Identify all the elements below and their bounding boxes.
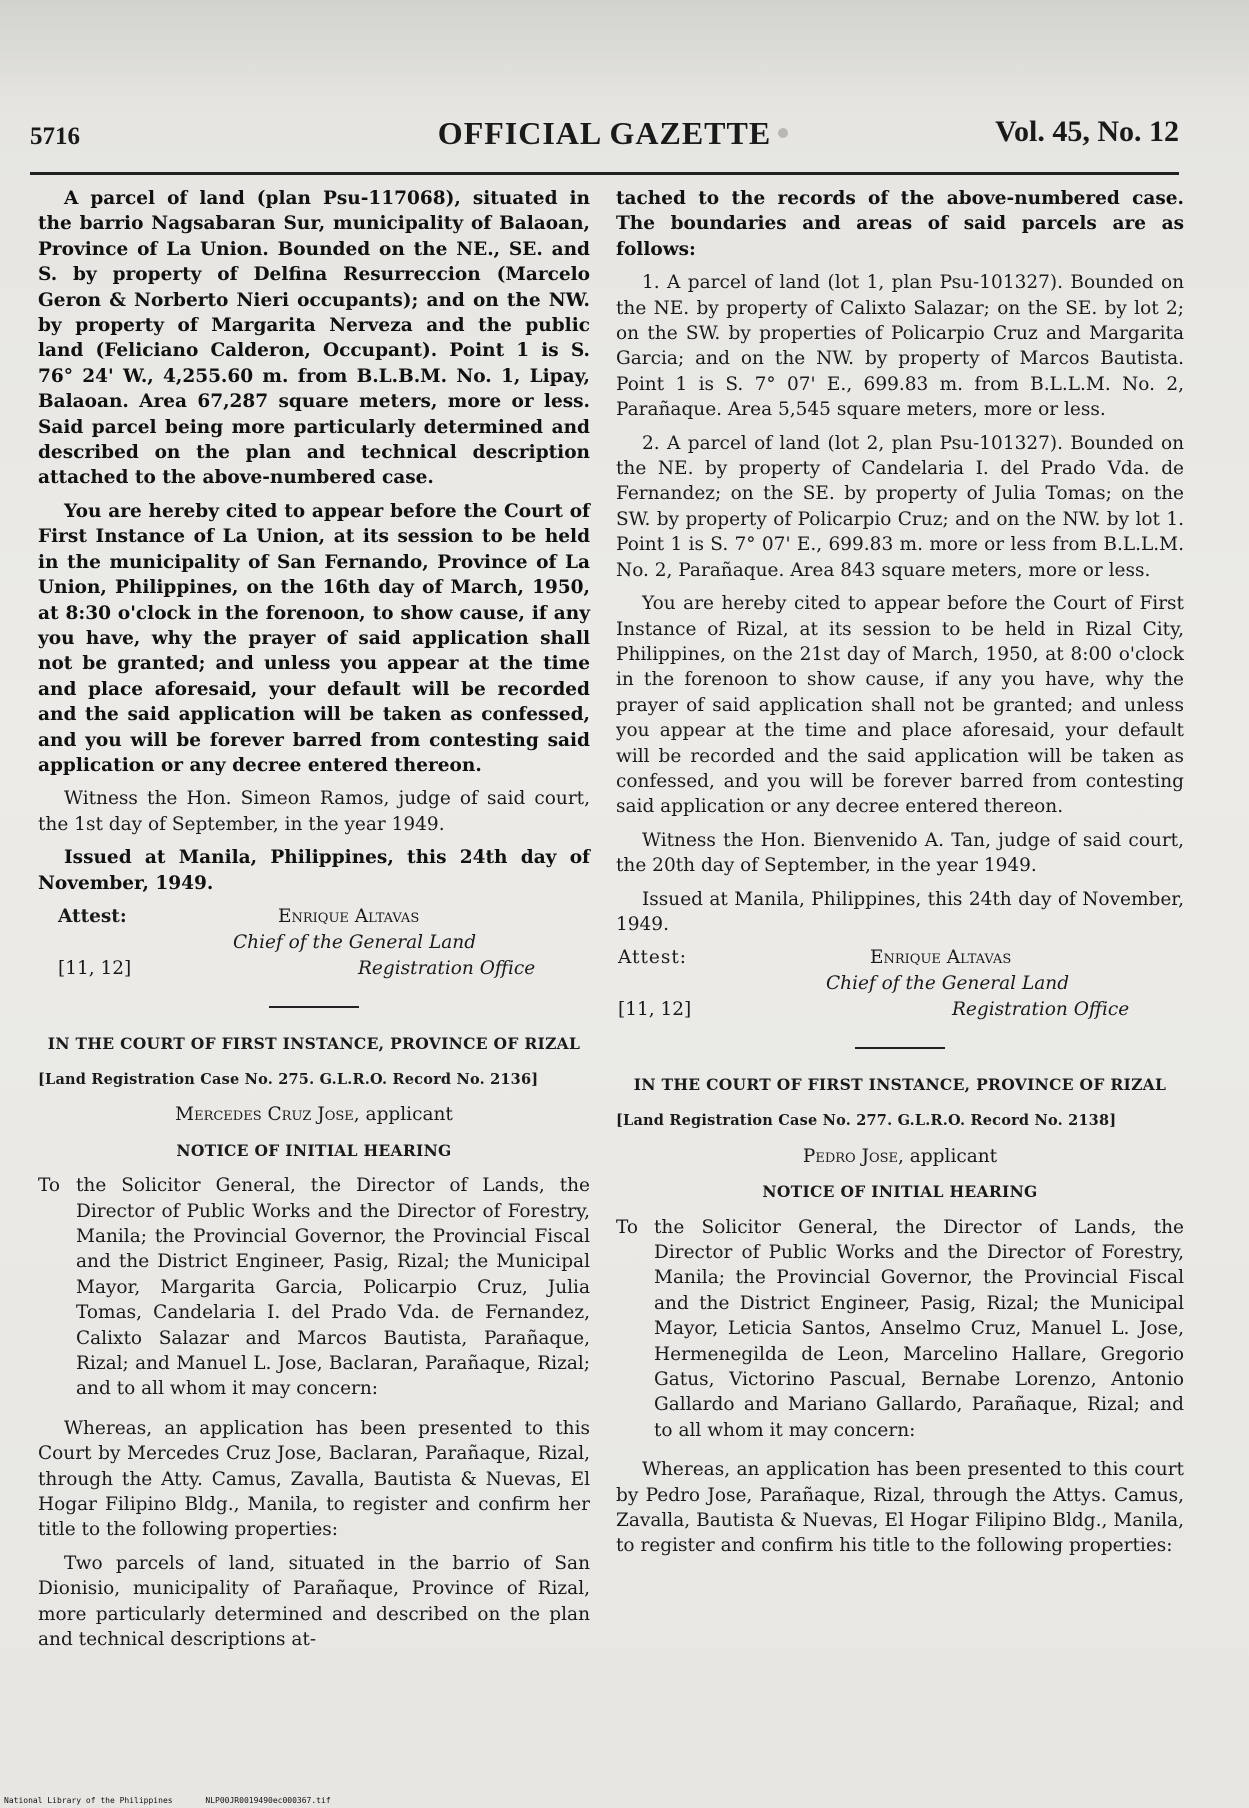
signatory-name: Enrique Altavas [870, 947, 1012, 969]
signatory-title-line2: Registration Office [358, 957, 536, 979]
applicant-suffix: , applicant [898, 1145, 998, 1167]
section-divider [269, 1006, 359, 1008]
page-header [30, 115, 1179, 175]
citation-paragraph: You are hereby cited to appear before the Court of First Instance of La Union, at its session to be held in the municipality of San Fernando, Province of La Union, Philippines, on the 16th day of March, 1950, at 8:30 o'clock in the forenoon, to show cause, if any you have, why the prayer of said application shall not be granted; and unless you appear at the time and place aforesaid, your default will be recorded and the said application will be taken as confessed, and you will be forever barred from contesting said application or any decree entered thereon. [38, 500, 590, 776]
citation-paragraph: You are hereby cited to appear before the Court of First Instance of Rizal, at its session to be held in Rizal City, Philippines, on the 21st day of March, 1950, at 8:00 o'clock in the forenoon to show cause, if any you have, why the prayer of said application shall not be granted; and unless you appear at the time and place aforesaid, your default will be recorded and the said application will be taken as confessed, and you will be forever barred from contesting said application or any decree entered thereon. [616, 593, 1184, 818]
addressees [38, 1173, 590, 1402]
right-column [616, 186, 1184, 1567]
issue-reference: [11, 12] [58, 957, 132, 979]
attest-label: Attest: [58, 905, 127, 927]
header-rule [30, 172, 1179, 175]
applicant-line [616, 1144, 1184, 1169]
signatory-title-line1: Chief of the General Land [233, 931, 477, 953]
notice-title: NOTICE OF INITIAL HEARING [762, 1182, 1038, 1202]
parcel-description: A parcel of land (plan Psu-117068), situated in the barrio Nagsabaran Sur, municipality of Balaoan, Province of La Union. Bounded on the NE., SE. and S. by property of Delfina Resurreccion (Marcelo Geron & Norberto Nieri occupants); and on the NW. by property of Margarita Nerveza and the public land (Feliciano Calderon, Occupant). Point 1 is S. 76° 24' W., 4,255.60 m. from B.L.B.M. No. 1, Lipay, Balaoan. Area 67,287 square meters, more or less. Said parcel being more particularly determined and described on the plan and technical description attached to the above-numbered case. [38, 188, 590, 489]
case-reference: [Land Registration Case No. 277. G.L.R.O. Record No. 2138] [616, 1112, 1117, 1130]
scan-speck [778, 128, 788, 138]
lot-2-description: 2. A parcel of land (lot 2, plan Psu-101327). Bounded on the NE. by property of Candelaria I. del Prado Vda. de Fernandez; on the SE. by property of Julia Tomas; on the SW. by property of Policarpio Cruz; and on the NW. by lot 1. Point 1 is S. 7° 07' E., 699.83 m. more or less from B.L.L.M. No. 2, Parañaque. Area 843 square meters, more or less. [616, 432, 1184, 581]
volume-number: Vol. 45, No. 12 [995, 115, 1179, 148]
publication-title: OFFICIAL GAZETTE [437, 115, 772, 151]
addressee-list: the Solicitor General, the Director of Lands, the Director of Public Works and the Director of Forestry, Manila; the Provincial Governor, the Provincial Fiscal and the District Engineer, Pasig, Rizal; the Municipal Mayor, Leticia Santos, Anselmo Cruz, Manuel L. Jose, Hermenegilda de Leon, Marcelino Hallare, Gregorio Gatus, Victorino Pascual, Bernabe Lorenzo, Antonio Gallardo and Mariano Gallardo, Parañaque, Rizal; and to all whom it may concern: [654, 1216, 1184, 1441]
whereas-paragraph: Whereas, an application has been presented to this Court by Mercedes Cruz Jose, Baclaran, Parañaque, Rizal, through the Atty. Camus, Zavalla, Bautista & Nuevas, El Hogar Filipino Bldg., Manila, to register and confirm her title to the following properties: [38, 1417, 590, 1541]
issued-paragraph: Issued at Manila, Philippines, this 24th day of November, 1949. [38, 847, 590, 894]
continuation-paragraph: tached to the records of the above-numbered case. The boundaries and areas of said parcels are as follows: [616, 188, 1184, 260]
attest-label: Attest: [618, 947, 688, 969]
addressees [616, 1215, 1184, 1444]
issued-paragraph: Issued at Manila, Philippines, this 24th day of November, 1949. [616, 888, 1184, 935]
attest-signature-block [38, 904, 590, 992]
lot-1-description: 1. A parcel of land (lot 1, plan Psu-101327). Bounded on the NE. by property of Calixto Salazar; on the SE. by lot 2; on the SW. by properties of Policarpio Cruz and Margarita Garcia; and on the NW. by property of Marcos Bautista. Point 1 is S. 7° 07' E., 699.83 m. from B.L.L.M. No. 2, Parañaque. Area 5,545 square meters, more or less. [616, 272, 1184, 421]
applicant-suffix: , applicant [353, 1104, 453, 1126]
issue-reference: [11, 12] [618, 999, 692, 1021]
signatory-title-line1: Chief of the General Land [826, 973, 1070, 995]
section-divider [855, 1047, 945, 1049]
whereas-paragraph: Whereas, an application has been presented to this court by Pedro Jose, Parañaque, Rizal, through the Attys. Camus, Zavalla, Bautista & Nuevas, El Hogar Filipino Bldg., Manila, to register and confirm his title to the following properties: [616, 1459, 1184, 1557]
left-column [38, 186, 590, 1661]
witness-paragraph: Witness the Hon. Simeon Ramos, judge of said court, the 1st day of September, in the year 1949. [38, 788, 590, 835]
to-label: To [616, 1216, 639, 1238]
signatory-title-line2: Registration Office [952, 999, 1130, 1021]
court-heading: IN THE COURT OF FIRST INSTANCE, PROVINCE OF RIZAL [47, 1033, 581, 1053]
scan-filename: NLP00JR0019490ec000367.tif [205, 1796, 331, 1805]
witness-paragraph: Witness the Hon. Bienvenido A. Tan, judge of said court, the 20th day of September, in the year 1949. [616, 829, 1184, 877]
applicant-name: Mercedes Cruz Jose [175, 1104, 354, 1126]
applicant-line [38, 1102, 590, 1127]
parcels-intro-paragraph: Two parcels of land, situated in the barrio of San Dionisio, municipality of Parañaque, Province of Rizal, more particularly determined and described on the plan and technical descriptions at- [38, 1552, 590, 1651]
notice-title: NOTICE OF INITIAL HEARING [176, 1140, 452, 1160]
page-number: 5716 [30, 123, 80, 150]
scan-footer [4, 1796, 359, 1805]
court-heading: IN THE COURT OF FIRST INSTANCE, PROVINCE OF RIZAL [633, 1075, 1167, 1095]
case-reference: [Land Registration Case No. 275. G.L.R.O. Record No. 2136] [38, 1070, 539, 1088]
addressee-list: the Solicitor General, the Director of Lands, the Director of Public Works and the Director of Forestry, Manila; the Provincial Governor, the Provincial Fiscal and the District Engineer, Pasig, Rizal; the Municipal Mayor, Margarita Garcia, Policarpio Cruz, Julia Tomas, Candelaria I. del Prado Vda. de Fernandez, Calixto Salazar and Marcos Bautista, Parañaque, Rizal; and Manuel L. Jose, Baclaran, Parañaque, Rizal; and to all whom it may concern: [76, 1175, 590, 1400]
library-credit: National Library of the Philippines [4, 1796, 173, 1805]
applicant-name: Pedro Jose [802, 1145, 899, 1167]
signatory-name: Enrique Altavas [278, 905, 420, 927]
attest-signature-block [616, 945, 1184, 1033]
to-label: To [38, 1175, 61, 1197]
